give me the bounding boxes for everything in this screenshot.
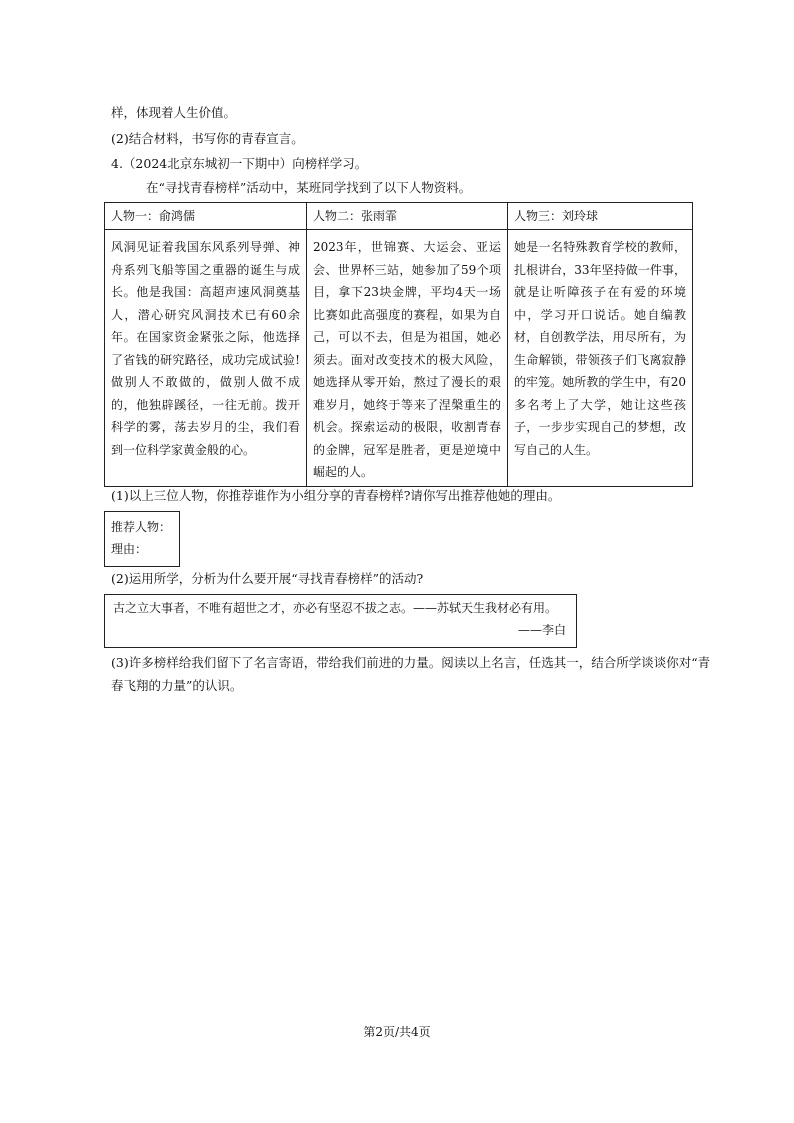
profiles-table	[104, 202, 693, 487]
item-4-heading: 4.（2024北京东城初一下期中）向榜样学习。	[111, 156, 368, 171]
recommend-person-label: 推荐人物：	[111, 520, 172, 534]
cell-person-1-text: 风洞见证着我国东风系列导弹、神舟系列飞船等国之重器的诞生与成长。他是我国：高超声速风洞奠基人，潜心研究风洞技术已有60余年。在国家资金紧张之际，他选择了省钱的研究路径，成功完成试验!做别人不敢做的，做别人做不成的，他独辟蹊径，一往无前。拨开科学的雾，荡去岁月的尘，我们看到一位科学家黄金般的心。	[111, 240, 300, 457]
question-2-text: (2)结合材料，书写你的青春宣言。	[111, 131, 304, 146]
continued-text: 样，体现着人生价值。	[111, 105, 237, 120]
quote-author: ——李白	[517, 623, 566, 637]
cell-person-1	[105, 230, 307, 487]
question-2b-text: (2)运用所学，分析为什么要开展“寻找青春榜样”的活动?	[111, 571, 424, 586]
quote-box	[104, 594, 577, 648]
cell-person-3-text: 她是一名特殊教育学校的教师，扎根讲台，33年坚持做一件事，就是让听障孩子在有爱的环境中，学习开口说话。她自编教材，自创教学法，用尽所有，为生命解锁，带领孩子们飞离寂静的牢笼。她所教的学生中，有20多名考上了大学，她让这些孩子，一步步实现自己的梦想，改写自己的人生。	[514, 240, 686, 457]
question-1-text: (1)以上三位人物，你推荐谁作为小组分享的青春榜样?请你写出推荐他她的理由。	[111, 488, 561, 503]
header-person-2: 人物二：张雨霏	[307, 203, 508, 230]
cell-person-3	[508, 230, 693, 487]
header-person-1: 人物一：俞鸿儒	[105, 203, 307, 230]
page-footer: 第2页/共4页	[363, 1025, 431, 1039]
context-text: 在“寻找青春榜样”活动中，某班同学找到了以下人物资料。	[146, 180, 472, 195]
recommend-box	[104, 511, 180, 567]
quote-text: 古之立大事者，不唯有超世之才，亦必有坚忍不拔之志。——苏轼天生我材必有用。	[113, 601, 558, 615]
question-3-line-1: (3)许多榜样给我们留下了名言寄语，带给我们前进的力量。阅读以上名言，任选其一，结合所学谈谈你对“青	[111, 655, 711, 670]
recommend-reason-label: 理由：	[111, 542, 148, 556]
cell-person-2-text: 2023年，世锦赛、大运会、亚运会、世界杯三站，她参加了59个项目，拿下23块金牌，平均4天一场比赛如此高强度的赛程，如果为自己，可以不去，但是为祖国，她必须去。面对改变技术的极大风险，她选择从零开始，熬过了漫长的艰难岁月，她终于等来了涅槃重生的机会。探索运动的极限，收割青春的金牌，冠军是胜者，更是逆境中崛起的人。	[313, 240, 501, 479]
header-person-3: 人物三：刘玲球	[508, 203, 693, 230]
cell-person-2	[307, 230, 508, 487]
table-row	[105, 230, 693, 487]
table-header-row	[105, 203, 693, 230]
question-3-line-2: 春飞翔的力量”的认识。	[111, 678, 243, 693]
